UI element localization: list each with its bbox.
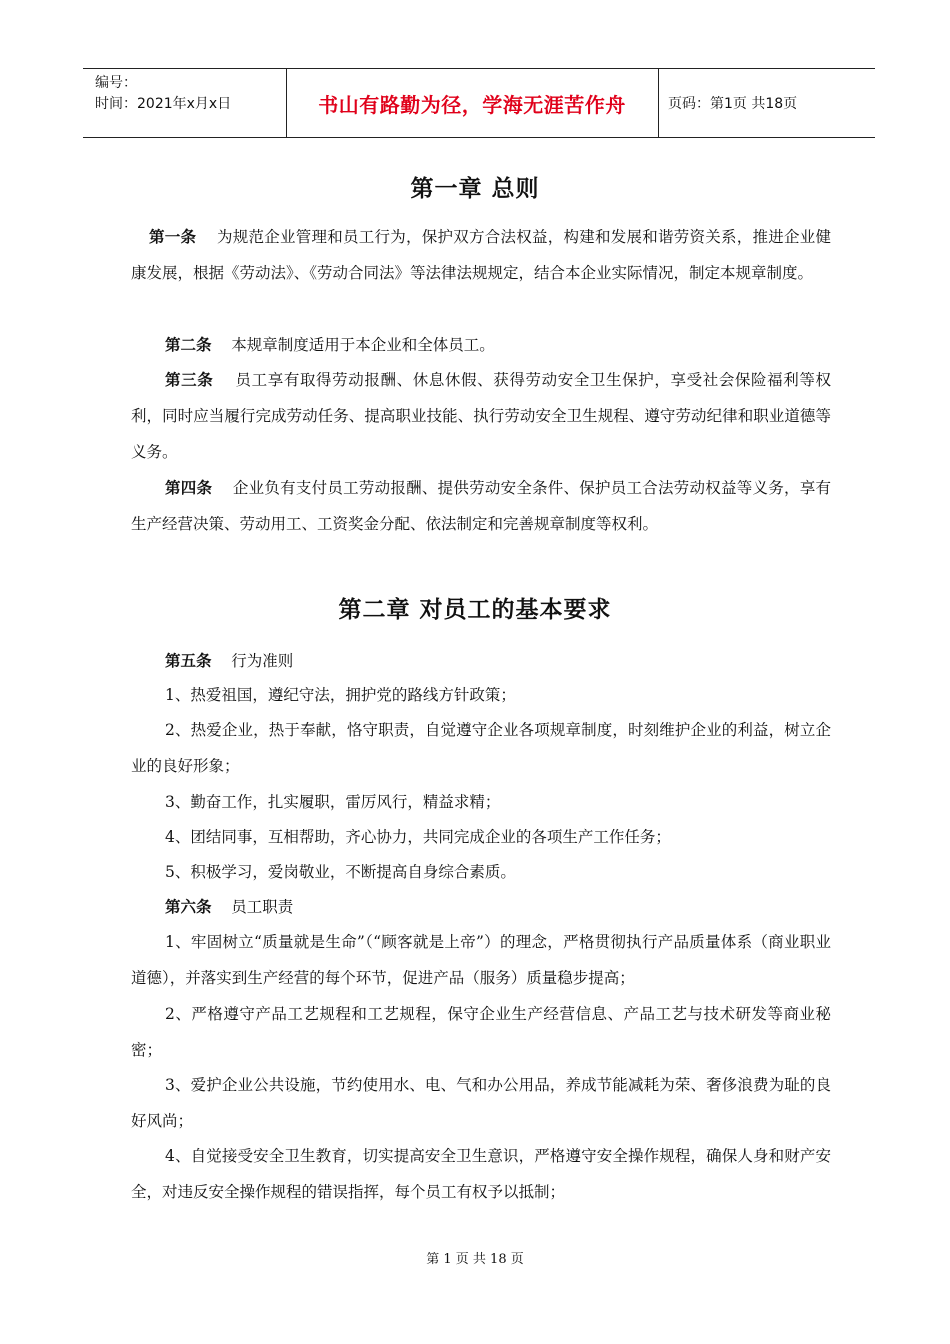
article-label: 第六条 xyxy=(165,898,212,916)
article-heading: 员工职责 xyxy=(231,898,294,916)
header-meta-cell xyxy=(83,69,287,137)
list-item: 2、严格遵守产品工艺规程和工艺规程，保守企业生产经营信息、产品工艺与技术研发等商业秘密； xyxy=(131,1005,831,1059)
list-item: 3、勤奋工作，扎实履职，雷厉风行，精益求精； xyxy=(165,793,501,811)
article-label: 第五条 xyxy=(165,652,212,670)
list-item: 4、团结同事，互相帮助，齐心协力，共同完成企业的各项生产工作任务； xyxy=(165,828,671,846)
list-item: 4、自觉接受安全卫生教育，切实提高安全卫生意识，严格遵守安全操作规程，确保人身和财产安全，对违反安全操作规程的错误指挥，每个员工有权予以抵制； xyxy=(131,1147,831,1201)
article-label: 第三条 xyxy=(165,371,214,389)
page-header xyxy=(83,68,875,138)
list-item: 2、热爱企业，热于奉献，恪守职责，自觉遵守企业各项规章制度，时刻维护企业的利益，树立企业的良好形象； xyxy=(131,721,831,775)
page-footer: 第 1 页 共 18 页 xyxy=(426,1252,524,1267)
list-item: 3、爱护企业公共设施，节约使用水、电、气和办公用品，养成节能减耗为荣、奢侈浪费为耻的良好风尚； xyxy=(131,1076,831,1130)
list-item: 1、热爱祖国，遵纪守法，拥护党的路线方针政策； xyxy=(165,686,516,704)
header-page-label: 页码：第1页 共18页 xyxy=(668,96,798,112)
document-date-label: 时间：2021年x月x日 xyxy=(95,96,232,112)
article-text: 为规范企业管理和员工行为，保护双方合法权益，构建和发展和谐劳资关系，推进企业健康发展，根据《劳动法》、《劳动合同法》等法律法规规定，结合本企业实际情况，制定本规章制度。 xyxy=(131,228,831,282)
article-label: 第二条 xyxy=(165,336,212,354)
chapter-2-title: 第二章 对员工的基本要求 xyxy=(338,597,612,623)
article-text: 员工享有取得劳动报酬、休息休假、获得劳动安全卫生保护，享受社会保险福利等权利，同时应当履行完成劳动任务、提高职业技能、执行劳动安全卫生规程、遵守劳动纪律和职业道德等义务。 xyxy=(131,371,831,461)
article-3 xyxy=(131,362,831,470)
article-label: 第四条 xyxy=(165,479,213,497)
document-number-label: 编号： xyxy=(95,75,137,91)
chapter-1-title: 第一章 总则 xyxy=(410,176,540,202)
article-text: 企业负有支付员工劳动报酬、提供劳动安全条件、保护员工合法劳动权益等义务，享有生产经营决策、劳动用工、工资奖金分配、依法制定和完善规章制度等权利。 xyxy=(131,479,831,533)
article-6-heading xyxy=(131,889,831,925)
header-page-cell xyxy=(658,69,875,137)
article-label: 第一条 xyxy=(149,228,197,246)
list-item: 5、积极学习，爱岗敬业，不断提高自身综合素质。 xyxy=(165,863,516,881)
article-text: 本规章制度适用于本企业和全体员工。 xyxy=(231,336,495,354)
article-heading: 行为准则 xyxy=(231,652,294,670)
list-item: 1、牢固树立“质量就是生命”（“顾客就是上帝”）的理念，严格贯彻执行产品质量体系（商业职业道德），并落实到生产经营的每个环节，促进产品（服务）质量稳步提高； xyxy=(131,933,831,987)
article-4 xyxy=(131,470,831,542)
article-5-heading xyxy=(131,643,831,679)
article-1 xyxy=(131,219,831,291)
header-motto-cell xyxy=(286,69,659,137)
header-motto: 书山有路勤为径，学海无涯苦作舟 xyxy=(318,92,626,117)
article-2 xyxy=(131,327,831,363)
